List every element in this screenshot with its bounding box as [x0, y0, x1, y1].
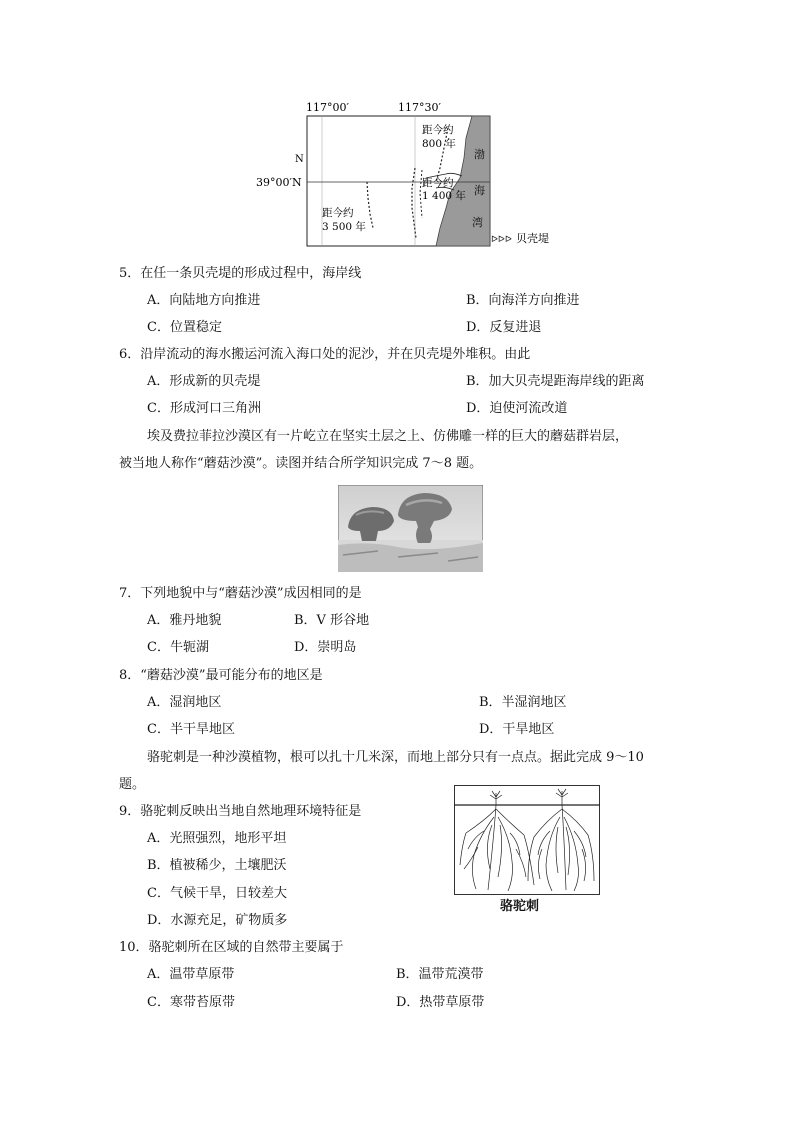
- q7-option-a[interactable]: A．雅丹地貌: [147, 613, 222, 628]
- q8-option-d[interactable]: D．干旱地区: [479, 722, 555, 737]
- q5-option-d[interactable]: D．反复进退: [466, 320, 542, 335]
- q10-option-a[interactable]: A．温带草原带: [147, 967, 235, 982]
- legend-shell-ridge-symbol: [491, 235, 512, 245]
- bay-char-3: 湾: [472, 216, 483, 229]
- svg-text:ᐅᐅᐅ: ᐅᐅᐅ: [491, 235, 512, 245]
- q5-option-a[interactable]: A．向陆地方向推进: [147, 293, 261, 308]
- label-1400-line2: 1 400 年: [422, 190, 466, 202]
- intro-mushroom-line1: 埃及费拉菲拉沙漠区有一片屹立在坚实土层之上、仿佛雕一样的巨大的蘑菇群岩层，: [147, 429, 629, 444]
- q8-option-b[interactable]: B．半湿润地区: [479, 695, 567, 710]
- q5-option-b[interactable]: B．向海洋方向推进: [466, 293, 580, 308]
- q5-stem: 5．在任一条贝壳堤的形成过程中，海岸线: [119, 266, 362, 281]
- intro-mushroom-line2: 被当地人称作“蘑菇沙漠”。读图并结合所学知识完成 7～8 题。: [119, 456, 483, 471]
- q7-option-d[interactable]: D．崇明岛: [294, 640, 357, 655]
- q7-option-c[interactable]: C．牛轭湖: [147, 640, 209, 655]
- q9-stem: 9．骆驼刺反映出当地自然地理环境特征是: [119, 804, 362, 819]
- intro-camelthorn-line1: 骆驼刺是一种沙漠植物，根可以扎十几米深，而地上部分只有一点点。据此完成 9～10: [147, 750, 644, 765]
- bay-char-1: 渤: [474, 148, 485, 161]
- q6-option-b[interactable]: B．加大贝壳堤距海岸线的距离: [466, 374, 645, 389]
- legend-label: 贝壳堤: [516, 232, 549, 245]
- camelthorn-root-diagram: [454, 785, 600, 895]
- label-800-line1: 距今约: [422, 124, 454, 136]
- q10-option-d[interactable]: D．热带草原带: [396, 995, 485, 1010]
- q7-stem: 7．下列地貌中与“蘑菇沙漠”成因相同的是: [119, 586, 362, 601]
- q7-option-b[interactable]: B．V 形谷地: [294, 613, 370, 628]
- q5-option-c[interactable]: C．位置稳定: [147, 320, 222, 335]
- mushroom-rock-photo: [338, 485, 483, 572]
- label-3500-line2: 3 500 年: [322, 221, 366, 233]
- label-800-line2: 800 年: [422, 138, 456, 150]
- q10-option-b[interactable]: B．温带荒漠带: [396, 967, 484, 982]
- q6-option-c[interactable]: C．形成河口三角洲: [147, 401, 261, 416]
- shell-ridge-map: [250, 98, 560, 250]
- lon-label-117-30: 117°30′: [398, 101, 441, 114]
- q8-option-a[interactable]: A．湿润地区: [147, 695, 222, 710]
- q6-stem: 6．沿岸流动的海水搬运河流入海口处的泥沙，并在贝壳堤外堆积。由此: [119, 347, 531, 362]
- q8-option-c[interactable]: C．半干旱地区: [147, 722, 235, 737]
- q8-stem: 8．“蘑菇沙漠”最可能分布的地区是: [119, 668, 323, 683]
- q10-option-c[interactable]: C．寒带苔原带: [147, 995, 235, 1010]
- label-3500-line1: 距今约: [322, 207, 354, 219]
- q9-option-d[interactable]: D．水源充足，矿物质多: [147, 913, 288, 928]
- bay-char-2: 海: [474, 184, 485, 197]
- label-1400-line1: 距今约: [422, 177, 454, 189]
- q6-option-a[interactable]: A．形成新的贝壳堤: [147, 374, 261, 389]
- intro-camelthorn-line2: 题。: [119, 777, 146, 792]
- q9-option-c[interactable]: C．气候干旱，日较差大: [147, 886, 287, 901]
- q10-stem: 10．骆驼刺所在区域的自然带主要属于: [119, 940, 344, 955]
- q9-option-a[interactable]: A．光照强烈，地形平坦: [147, 831, 287, 846]
- q6-option-d[interactable]: D．迫使河流改道: [466, 401, 568, 416]
- q9-option-b[interactable]: B．植被稀少，土壤肥沃: [147, 858, 287, 873]
- lon-label-117-00: 117°00′: [306, 101, 349, 114]
- lat-label: 39°00′N: [256, 176, 302, 189]
- north-marker: N: [295, 154, 304, 165]
- camelthorn-caption: 骆驼刺: [500, 899, 540, 914]
